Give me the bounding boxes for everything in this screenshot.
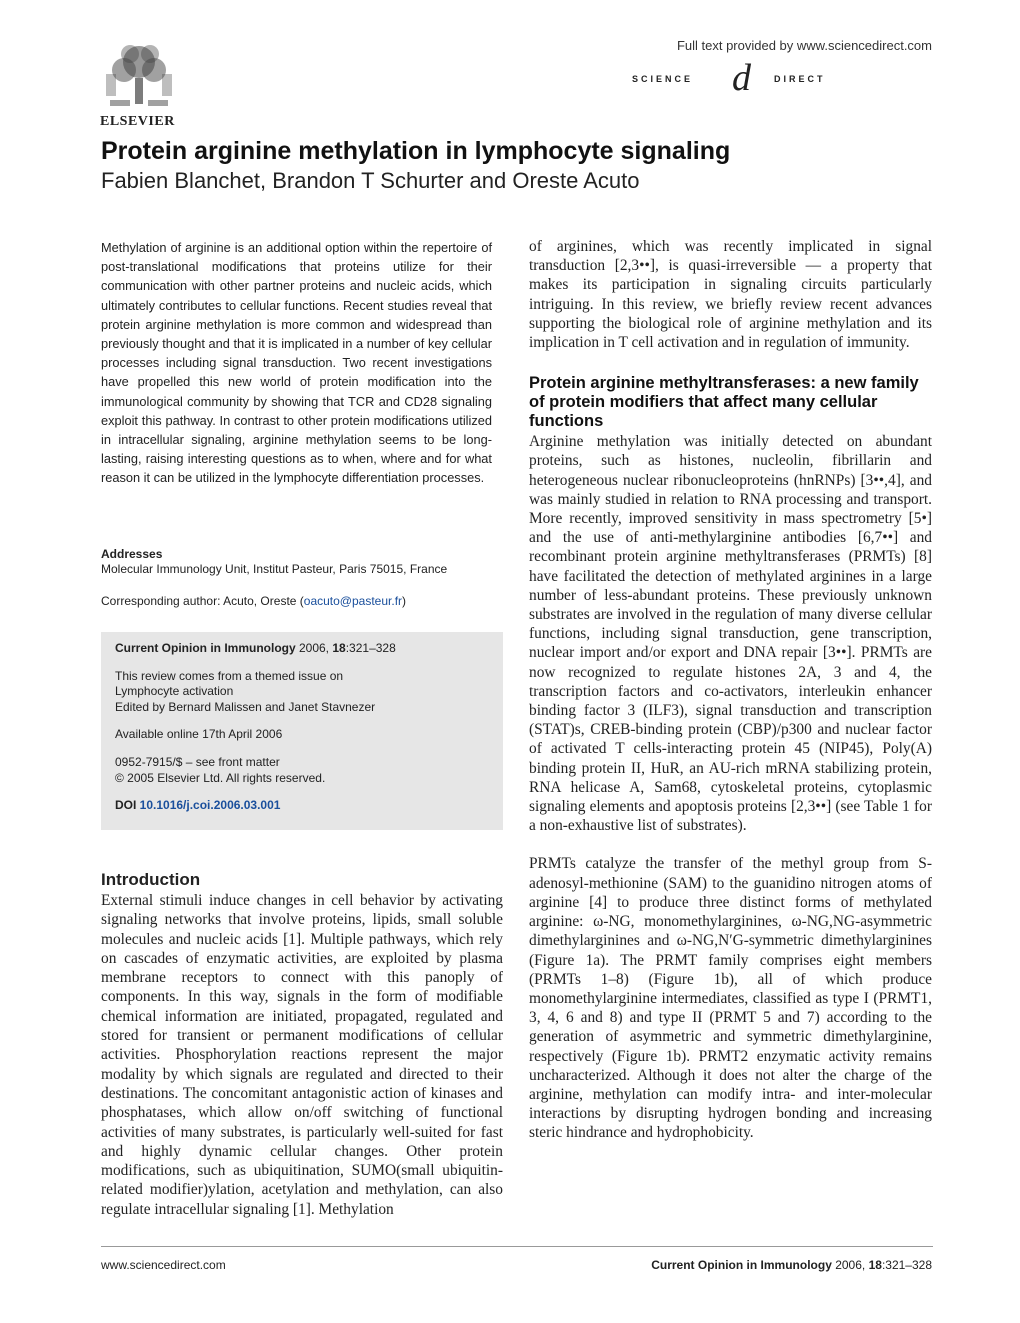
journal-name: Current Opinion in Immunology <box>115 641 296 655</box>
email-link[interactable]: oacuto@pasteur.fr <box>303 594 403 608</box>
corresponding-suffix: ) <box>402 594 407 608</box>
footer-year: 2006, <box>831 1258 869 1272</box>
footer-citation <box>651 1258 932 1272</box>
themed-line-1: This review comes from a themed issue on <box>115 668 344 683</box>
fulltext-notice: Full text provided by www.sciencedirect.com <box>676 38 932 53</box>
right-paragraph-2: Arginine methylation was initially detected on abundant proteins, such as histones, nucleolin, fibrillarin and heterogeneous nuclear ribonucleoproteins (hnRNPs) [3••,4], and was mainly studied in relation to RNA processing and transport. More recently, improved sensitivity in mass spectrometry [5•] and the use of anti-methylarginine antibodies [6,7••] and recombinant protein arginine methyltransferases (PRMTs) [8] have facilitated the detection of methylated arginines in a large number of less-abundant proteins. These previously unknown substrates are involved in the regulation of many diverse cellular functions, including signal transduction, gene transcription, nuclear import and/or export and DNA repair [3••]. PRMTs are now recognized to regulate histones 2A, 3 and 4, the transcription factors and co-activators, interleukin enhancer binding factor 3 (ILF3), signal transduction and transcription (STAT)s, CREB-binding protein (CBP)/p300 and nuclear factor of activated T cells-interacting protein 45 (NIP45), Poly(A) binding protein II, HuR, an AU-rich mRNA stabilizing protein, RNA helicase A, Sam68, cytoskeletal proteins, cytoplasmic signaling elements and apoptosis proteins [2,3••] (see Table 1 for a non-exhaustive list of substrates). <box>529 433 932 835</box>
right-paragraph-3: PRMTs catalyze the transfer of the methyl group from S-adenosyl-methionine (SAM) to the guanidino nitrogen atoms of arginine [4] to produce three distinct forms of methylated arginine: ω-NG, monomethylarginines, ω-NG,NG-asymmetric dimethylarginines and ω-NG,N′G-symmetric dimethylarginines (Figure 1a). The PRMT family comprises eight members (PRMTs 1–8) (Figure 1b), all of which produce monomethylarginine intermediates, classified as type I (PRMT1, 3, 4, 6 and 8) and type II (PRMT 5 and 7) according to the generation of asymmetric and symmetric dimethylarginine, respectively (Figure 1b). PRMT2 enzymatic activity remains uncharacterized. Although it does not alter the charge of the arginine, methylation can modify intra- and inter-molecular interactions by disrupting hydrogen bonding and increasing steric hindrance and hydrophobicity. <box>529 855 932 1142</box>
journal-volume: 18 <box>332 641 346 655</box>
article-authors: Fabien Blanchet, Brandon T Schurter and Oreste Acuto <box>101 168 640 193</box>
right-paragraph-1: of arginines, which was recently implicated in signal transduction [2,3••], is quasi-irreversible — a property that makes its participation in signaling circuits particularly intriguing. In this review, we briefly review recent advances supporting the biological role of arginine methylation and its implication in T cell activation and in regulation of immunity. <box>529 238 932 352</box>
corresponding-prefix: Corresponding author: Acuto, Oreste ( <box>101 594 304 608</box>
footer-volume: 18 <box>868 1258 882 1272</box>
intro-heading: Introduction <box>101 870 201 889</box>
doi-label: DOI <box>115 798 140 813</box>
journal-citation <box>115 641 503 657</box>
section-heading-prmt: Protein arginine methyltransferases: a new family of protein modifiers that affect many cellular functions <box>529 374 919 431</box>
journal-pages: :321–328 <box>345 641 396 655</box>
footer-journal: Current Opinion in Immunology <box>651 1258 832 1272</box>
abstract: Methylation of arginine is an additional option within the repertoire of post-translational modifications that proteins utilize for their communication with other partner proteins and nucleic acids, which ultimately contributes to cellular functions. Recent studies reveal that protein arginine methylation is more common and widespread than previously thought and that it is implicated in a number of key cellular processes including signal transduction. Two recent investigations have propelled this new world of protein modification into the immunological community by showing that TCR and CD28 signaling exploit this pathway. In contrast to other protein modifications utilized in intracellular signaling, arginine methylation seems to be long-lasting, raising interesting questions as to when, where and for what reason it can be utilized in the lymphocyte differentiation processes. <box>101 240 492 486</box>
elsevier-tree-icon <box>100 40 178 112</box>
doi-line <box>115 798 503 814</box>
intro-text: External stimuli induce changes in cell behavior by activating signaling networks that involve proteins, lipids, small soluble molecules and nucleic acids [1]. Multiple pathways, which rely on cascades of enzymatic activities, are exploited by plasma membrane receptors to connect with this panoply of components. In this way, signals in the form of modifiable chemical information are initiated, propagated, regulated and stored for transient or permanent modifications of cellular activities. Phosphorylation reactions represent the major modality by which signals are regulated and directed to their destinations. The concomitant antagonistic action of kinases and phosphatases, which allow on/off switching of functional activities of many substrates, is particularly well-suited for fast and highly dynamic cellular changes. Other protein modifications, such as ubiquitination, SUMO(small ubiquitin-related modifier)ylation, acetylation and methylation, can also regulate intracellular signaling [1]. Methylation <box>101 892 503 1218</box>
footer-pages: :321–328 <box>881 1258 932 1272</box>
publisher-name: ELSEVIER <box>100 114 175 129</box>
addresses-text: Molecular Immunology Unit, Institut Pasteur, Paris 75015, France <box>101 562 448 576</box>
themed-line-2: Lymphocyte activation <box>115 684 234 699</box>
right-column <box>529 237 932 1143</box>
corresponding-author <box>101 594 406 608</box>
sd-left-word: SCIENCE <box>632 74 694 84</box>
sd-mark: d <box>732 57 751 99</box>
issn: 0952-7915/$ – see front matter <box>115 754 280 769</box>
copyright: © 2005 Elsevier Ltd. All rights reserved. <box>115 770 326 785</box>
elsevier-logo <box>100 40 180 130</box>
doi-link[interactable]: 10.1016/j.coi.2006.03.001 <box>139 798 281 813</box>
article-title: Protein arginine methylation in lymphocyte signaling <box>101 137 731 165</box>
editors: Edited by Bernard Malissen and Janet Stavnezer <box>115 699 376 714</box>
journal-year: 2006, <box>295 641 333 655</box>
footer-website[interactable]: www.sciencedirect.com <box>101 1258 226 1272</box>
online-date: Available online 17th April 2006 <box>115 727 283 742</box>
footer-rule <box>101 1246 933 1247</box>
sciencedirect-logo <box>632 57 872 100</box>
addresses-heading: Addresses <box>101 547 163 561</box>
article-info-box <box>101 632 503 830</box>
sd-right-word: DIRECT <box>774 74 826 84</box>
